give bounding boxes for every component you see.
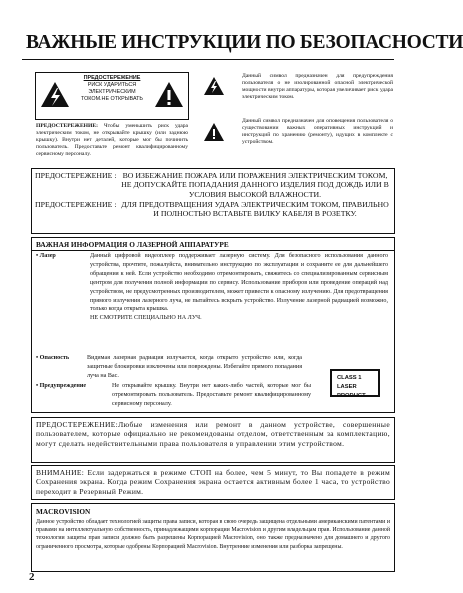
- main-warning-label: ПРЕДОСТЕРЕЖЕНИЕ :: [35, 199, 117, 209]
- main-warning: [35, 171, 391, 218]
- caution-note-text: Чтобы уменьшить риск удара электрическим током, не открывайте крышку (или заднюю крышку). Внутри нет деталей, которые мог бы починить пользователь. Предоставьте ремонт квалифицированному сервисному персоналу.: [36, 123, 188, 157]
- exclamation-triangle-icon: [154, 81, 184, 108]
- lightning-symbol-description: Данный символ предназначен для предупреждения пользователя о не изолированной опасной электрической мощности внутри аппаратуры, которая увеличивает риск удара электрическим током.: [242, 73, 393, 100]
- laser-heading: ВАЖНАЯ ИНФОРМАЦИЯ О ЛАЗЕРНОЙ АППАРАТУРЕ: [36, 240, 229, 249]
- warning-label-line: ТОКОМ.НЕ ОТКРЫВАТЬ: [81, 96, 143, 102]
- laser-info-box: [31, 237, 395, 413]
- precaution-text: Не открывайте крышку. Внутри нет каких-либо частей, которые мог бы отремонтировать пользователь. Предоставьте ремонт квалифицированному сервисному персоналу.: [112, 383, 311, 407]
- laser-caps: НЕ СМОТРИТЕ СПЕЦИАЛЬНО НА ЛУЧ.: [90, 315, 202, 322]
- exclamation-symbol-icon: [203, 122, 225, 142]
- main-warning-label: ПРЕДОСТЕРЕЖЕНИЕ :: [35, 171, 117, 180]
- attention-note: [36, 468, 390, 496]
- modifications-text: Любые изменения или ремонт в данном устройстве, совершенные пользователем, которые официально не рекомендованы отделом, ответственным за комплектацию, могут сделать недействительными права пользователя в управлении этим устройством.: [36, 420, 390, 448]
- class1-line: CLASS 1: [337, 375, 362, 381]
- modifications-note: [36, 420, 390, 448]
- warning-label-line: РИСК УДАРИТЬСЯ: [87, 82, 137, 88]
- main-warning-text: ВО ИЗБЕЖАНИЕ ПОЖАРА ИЛИ ПОРАЖЕНИЯ ЭЛЕКТРИЧЕСКИМ ТОКОМ, НЕ ДОПУСКАЙТЕ ПОПАДАНИЯ ДАННОГО ИЗДЕЛИЯ ПОД ДОЖДЬ ИЛИ В УСЛОВИЯ ВЫСОКОЙ ВЛАЖНОСТИ.: [121, 171, 389, 199]
- macrovision-box: [31, 503, 395, 572]
- class1-laser-label: [330, 369, 380, 397]
- lightning-triangle-icon: [40, 81, 70, 108]
- attention-box: [31, 465, 395, 500]
- precaution-label: • Предупреждение: [36, 383, 87, 389]
- lightning-symbol-icon: [203, 76, 225, 96]
- laser-text: [90, 252, 388, 323]
- warning-label: [35, 72, 189, 120]
- title-rule: [22, 59, 394, 60]
- class1-line: LASER PRODUCT: [337, 384, 366, 399]
- caution-note-label: ПРЕДОСТЕРЕЖЕНИЕ:: [36, 123, 98, 129]
- attention-text: Если задержаться в режиме СТОП на более, чем 5 минут, то Вы попадете в режим Сохранения экрана. Когда режим Сохранения экрана остается активным более 1 часа, то устройство переходит в Резервный Режим.: [36, 468, 390, 496]
- macrovision-text: Данное устройство обладает технологией защиты права записи, которая в свою очередь защищена отдельными американскими патентами и правами на интеллектуальную собственность, принадлежащими корпорации Macrovision и другим владельцам прав. Использование данной технологии защиты прав записи должно быть разрешены Корпорацией Macrovision, оно также предназначено для домашнего и другого ограниченного просмотра, которые одобрены Корпорацией Macrovision. Внутренние изменения или разборка запрещены.: [36, 519, 390, 550]
- caution-note: [36, 123, 188, 158]
- main-warnings-box: [31, 168, 395, 234]
- danger-label: • Опасность: [36, 355, 70, 361]
- warning-label-heading: ПРЕДОСТЕРЕЖЕНИЕ: [83, 75, 141, 81]
- laser-label: • Лазер: [36, 253, 56, 259]
- attention-label: ВНИМАНИЕ:: [36, 468, 85, 477]
- laser-heading-rule: [32, 250, 394, 251]
- page-title: ВАЖНЫЕ ИНСТРУКЦИИ ПО БЕЗОПАСНОСТИ: [26, 32, 463, 53]
- laser-paragraph: Данный цифровой видеоплеер поддерживает лазерную систему. Для безопасного использования данного устройства, прочтите, пожалуйста, внимательно инструкцию по эксплуатации и сохраните ее для дальнейшего обращения к ней. Если устройство необходимо отремонтировать, свяжитесь со специализированным сервисным центром для получения полной информации по сервису. Использование приборов или проведение операций над устройством, не предусмотренных производителем, может привести к опасному излучению. Для предотвращения прямого излучения лазерного луча, не пытайтесь вскрыть устройство. Излучение лазерной радиацией возможно, только когда открыта крышка.: [90, 253, 388, 313]
- warning-label-line: ЭЛЕКТРИЧЕСКИМ: [88, 89, 136, 95]
- modifications-box: [31, 417, 395, 463]
- danger-text: Видимая лазерная радиация излучается, когда открыто устройство или, когда защитные блокировки изключены или повреждены. Избегайте прямого попадания луча на Вас.: [87, 355, 302, 379]
- page-number: 2: [29, 571, 35, 583]
- main-warning-text: ДЛЯ ПРЕДОТВРАЩЕНИЯ УДАРА ЭЛЕКТРИЧЕСКИМ ТОКОМ, ПРАВИЛЬНО И ПОЛНОСТЬЮ ВСТАВЬТЕ ВИЛКУ КАБЕЛЯ В РОЗЕТКУ.: [121, 199, 389, 219]
- exclamation-symbol-description: Данный символ предназначен для оповещения пользователя о существовании важных оперативных инструкций и инструкций по хранению (ремонту), идущих в комплекте с устройством.: [242, 118, 393, 145]
- macrovision-heading: MACROVISION: [36, 507, 91, 516]
- modifications-label: ПРЕДОСТЕРЕЖЕНИЕ:: [36, 420, 119, 429]
